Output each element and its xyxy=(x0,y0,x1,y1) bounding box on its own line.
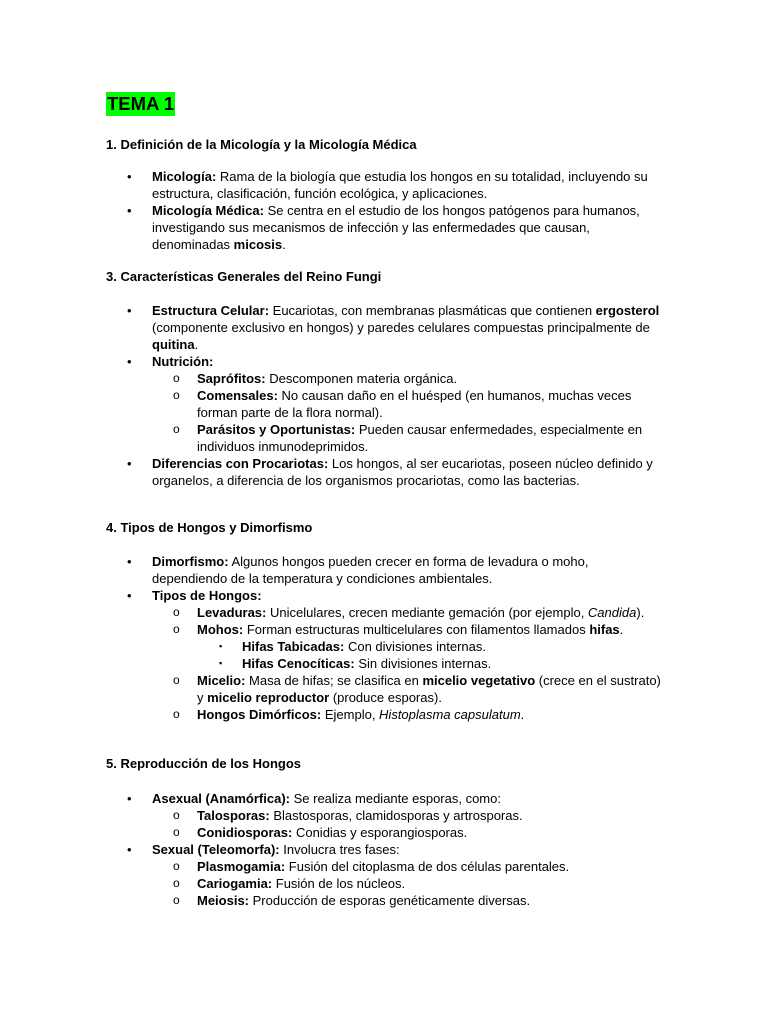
bullet-item xyxy=(0,790,663,807)
item-text: Masa de hifas; se clasifica en xyxy=(245,673,423,688)
item-text: Ejemplo, xyxy=(321,707,380,722)
item-text: Descomponen materia orgánica. xyxy=(265,371,458,386)
document-title: TEMA 1 xyxy=(107,93,175,114)
bullet-marker: o xyxy=(173,707,180,721)
item-text: . xyxy=(282,237,286,252)
bullet-marker: o xyxy=(173,673,180,687)
bold-term: Diferencias con Procariotas: xyxy=(152,456,329,471)
item-text: Producción de esporas genéticamente diversas. xyxy=(249,893,531,908)
bullet-marker: o xyxy=(173,622,180,636)
bullet-marker: • xyxy=(127,842,132,857)
bold-term: Plasmogamia: xyxy=(197,859,286,874)
item-text: Con divisiones internas. xyxy=(344,639,486,654)
bullet-marker: • xyxy=(127,354,132,369)
bold-term: micelio vegetativo xyxy=(422,673,536,688)
section-heading-1: 1. Definición de la Micología y la Micología Médica xyxy=(106,137,417,152)
item-text: (produce esporas). xyxy=(329,690,442,705)
bold-term: hifas xyxy=(589,622,620,637)
bold-term: Conidiosporas: xyxy=(197,825,293,840)
bullet-marker: • xyxy=(127,554,132,569)
bullet-marker: • xyxy=(127,791,132,806)
bullet-item xyxy=(0,455,663,489)
item-text: No causan daño en el huésped (en humanos, muchas veces forman parte de la flora normal). xyxy=(197,388,632,420)
bullet-item xyxy=(0,841,663,858)
italic-term: Candida xyxy=(587,605,637,620)
bold-term: Meiosis: xyxy=(197,893,250,908)
section-list-3 xyxy=(0,302,768,489)
bold-term: Sexual (Teleomorfa): xyxy=(152,842,280,857)
bold-term: Levaduras: xyxy=(197,605,267,620)
section-list-1 xyxy=(0,168,768,253)
bullet-marker: o xyxy=(173,825,180,839)
sub-bullet-item xyxy=(0,706,663,723)
section-heading-5: 5. Reproducción de los Hongos xyxy=(106,756,302,771)
item-text: (crece en el sustrato) y xyxy=(197,673,661,705)
bold-term: Hifas Cenocíticas: xyxy=(242,656,355,671)
bold-term: ergosterol xyxy=(595,303,660,318)
bullet-marker: o xyxy=(173,605,180,619)
bullet-marker: o xyxy=(173,859,180,873)
bullet-item xyxy=(0,302,663,353)
sub-bullet-item xyxy=(0,370,663,387)
bold-term: micelio reproductor xyxy=(207,690,330,705)
bullet-marker: ▪ xyxy=(219,658,223,668)
item-text: Sin divisiones internas. xyxy=(354,656,492,671)
item-text: . xyxy=(194,337,199,352)
bold-term: Asexual (Anamórfica): xyxy=(152,791,290,806)
bold-term: Hifas Tabicadas: xyxy=(242,639,345,654)
bold-term: Talosporas: xyxy=(197,808,270,823)
item-text: . xyxy=(619,622,624,637)
sub-bullet-item xyxy=(0,672,663,706)
item-text: Rama de la biología que estudia los hongos en su totalidad, incluyendo su estructura, clasificación, función ecológica, y aplicaciones. xyxy=(152,169,648,201)
item-text: Se realiza mediante esporas, como: xyxy=(289,791,501,806)
bold-term: Saprófitos: xyxy=(197,371,266,386)
bold-term: micosis xyxy=(233,237,283,252)
bold-term: Micelio: xyxy=(197,673,246,688)
item-text: Los hongos, al ser eucariotas, poseen núcleo definido y organelos, a diferencia de los organismos procariotas, como las bacterias. xyxy=(152,456,653,488)
bullet-marker: o xyxy=(173,876,180,890)
bullet-item xyxy=(0,553,663,587)
item-text: Forman estructuras multicelulares con filamentos llamados xyxy=(243,622,590,637)
section-list-5 xyxy=(0,790,768,909)
sub-bullet-item xyxy=(0,858,663,875)
bullet-marker: • xyxy=(127,456,132,471)
item-text: Algunos hongos pueden crecer en forma de levadura o moho, dependiendo de la temperatura y condiciones ambientales. xyxy=(152,554,589,586)
item-text: . xyxy=(520,707,525,722)
bullet-marker: o xyxy=(173,893,180,907)
section-list-4 xyxy=(0,553,768,723)
bullet-marker: o xyxy=(173,808,180,822)
bold-term: Hongos Dimórficos: xyxy=(197,707,322,722)
item-text: (componente exclusivo en hongos) y paredes celulares compuestas principalmente de xyxy=(152,320,650,335)
bullet-marker: • xyxy=(127,588,132,603)
bold-term: Nutrición: xyxy=(152,354,214,369)
sub-bullet-item xyxy=(0,621,663,638)
bold-term: Dimorfismo: xyxy=(152,554,229,569)
item-text: Unicelulares, crecen mediante gemación (por ejemplo, xyxy=(266,605,588,620)
bold-term: Comensales: xyxy=(197,388,278,403)
bullet-item xyxy=(0,168,663,202)
item-text: Conidias y esporangiosporas. xyxy=(292,825,468,840)
item-text: ). xyxy=(636,605,645,620)
sub-bullet-item xyxy=(0,875,663,892)
bold-term: quitina xyxy=(152,337,195,352)
sub-bullet-item xyxy=(0,604,663,621)
bold-term: Micología Médica: xyxy=(152,203,264,218)
bold-term: Estructura Celular: xyxy=(152,303,270,318)
bullet-marker: o xyxy=(173,388,180,402)
item-text: Fusión de los núcleos. xyxy=(272,876,406,891)
item-text: Blastosporas, clamidosporas y artrosporas. xyxy=(269,808,523,823)
item-text: Eucariotas, con membranas plasmáticas que contienen xyxy=(269,303,596,318)
bullet-marker: • xyxy=(127,169,132,184)
sub-bullet-item xyxy=(0,824,663,841)
section-heading-3: 3. Características Generales del Reino Fungi xyxy=(106,269,382,284)
bold-term: Mohos: xyxy=(197,622,244,637)
item-text: Se centra en el estudio de los hongos patógenos para humanos, investigando sus mecanismos de infección y las enfermedades que causan, denominadas xyxy=(152,203,640,252)
sub-bullet-item xyxy=(0,655,663,672)
item-text: Involucra tres fases: xyxy=(279,842,400,857)
item-text: Pueden causar enfermedades, especialmente en individuos inmunodeprimidos. xyxy=(197,422,643,454)
sub-bullet-item xyxy=(0,638,663,655)
bullet-marker: ▪ xyxy=(219,641,223,651)
bullet-marker: • xyxy=(127,203,132,218)
bold-term: Cariogamia: xyxy=(197,876,273,891)
sub-bullet-item xyxy=(0,807,663,824)
section-heading-4: 4. Tipos de Hongos y Dimorfismo xyxy=(106,520,313,535)
bold-term: Parásitos y Oportunistas: xyxy=(197,422,356,437)
bold-term: Tipos de Hongos: xyxy=(152,588,262,603)
bullet-item xyxy=(0,587,663,604)
bullet-marker: o xyxy=(173,422,180,436)
sub-bullet-item xyxy=(0,387,663,421)
bullet-marker: o xyxy=(173,371,180,385)
italic-term: Histoplasma capsulatum xyxy=(379,707,521,722)
bold-term: Micología: xyxy=(152,169,217,184)
bullet-item xyxy=(0,353,663,370)
sub-bullet-item xyxy=(0,421,663,455)
item-text: Fusión del citoplasma de dos células parentales. xyxy=(285,859,570,874)
sub-bullet-item xyxy=(0,892,663,909)
bullet-marker: • xyxy=(127,303,132,318)
bullet-item xyxy=(0,202,663,253)
